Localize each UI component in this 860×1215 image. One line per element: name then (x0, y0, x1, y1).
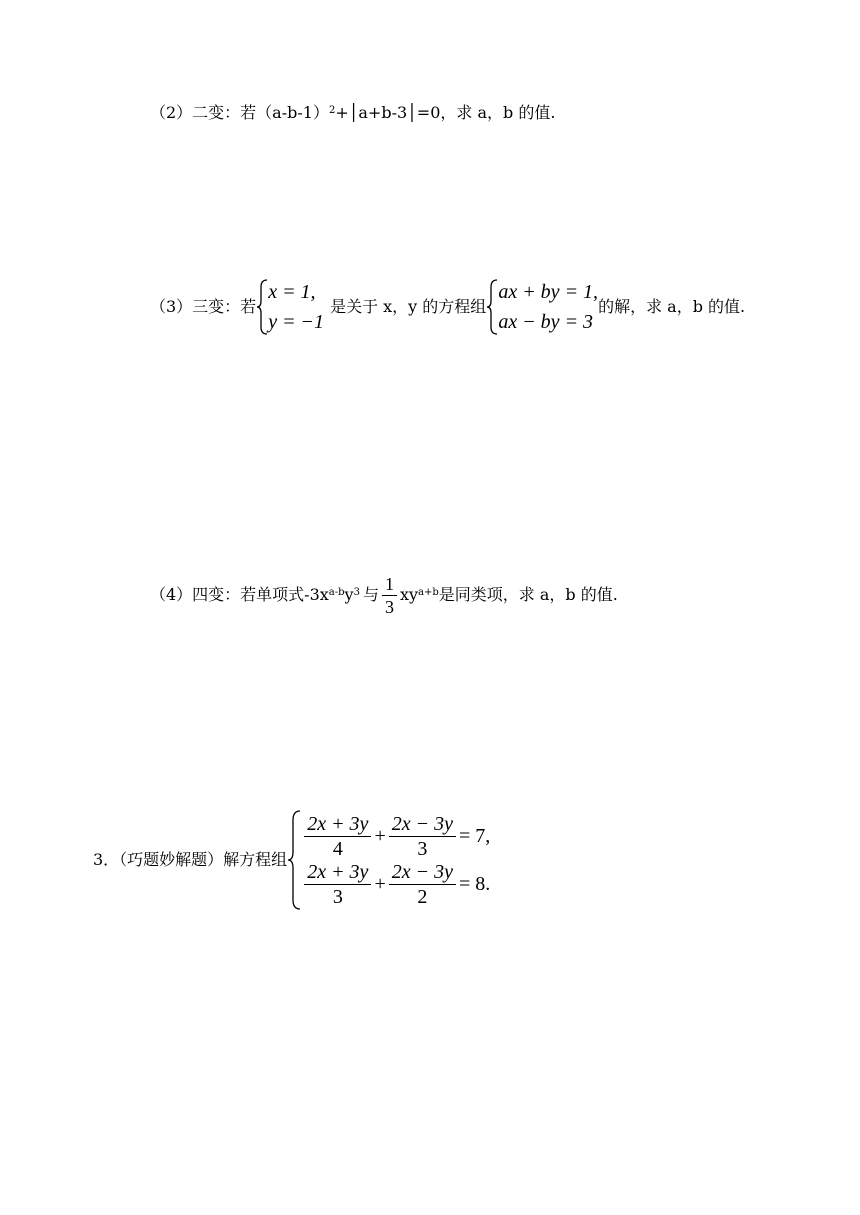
question-3 (150, 277, 745, 337)
equation-system (486, 277, 598, 337)
fraction (304, 812, 371, 861)
numerator: 2x + 3y (307, 812, 369, 835)
denominator: 3 (332, 885, 343, 908)
fraction-numerator: 1 (384, 573, 394, 594)
fraction-equation-2 (301, 860, 490, 908)
question-4-label: （4）四变：若单项式-3x (150, 585, 329, 604)
numerator: 2x − 3y (391, 860, 453, 883)
question-4-tail: 是同类项，求 a，b 的值. (438, 585, 618, 604)
right-hand-side: = 8. (458, 873, 491, 895)
plus-sign: + (374, 825, 386, 847)
question-2: （2）二变：若（a-b-1） $^2$ +│a+b-3│=0，求 a，b 的值. (150, 103, 556, 122)
question-2-label: （2）二变：若（a-b-1） (150, 103, 329, 122)
variable-xy: xy (399, 585, 419, 604)
fraction-equation-1 (301, 812, 490, 860)
problem-3 (93, 808, 490, 912)
denominator: 4 (332, 837, 343, 860)
one-third-fraction (382, 573, 397, 618)
question-3-tail: 的解，求 a，b 的值. (598, 297, 746, 316)
fraction (389, 860, 456, 909)
fraction-equation-system (287, 810, 490, 910)
denominator: 2 (417, 885, 428, 908)
denominator: 3 (417, 837, 428, 860)
equation-2: ax − by = 3 (498, 311, 594, 333)
solution-system (256, 277, 324, 337)
equation-1: ax + by = 1, (498, 281, 599, 303)
variable-y: y (344, 585, 354, 604)
fraction-denominator: 3 (384, 596, 394, 617)
question-3-middle: 是关于 x，y 的方程组 (330, 297, 487, 316)
with-text: 与 (362, 585, 379, 604)
fraction (389, 812, 456, 861)
left-brace-icon (486, 279, 498, 335)
plus-sign: + (374, 873, 386, 895)
numerator: 2x + 3y (307, 860, 369, 883)
numerator: 2x − 3y (391, 812, 453, 835)
problem-3-label: 3．（巧题妙解题）解方程组 (93, 850, 288, 869)
right-hand-side: = 7, (458, 825, 491, 847)
left-brace-icon (256, 279, 268, 335)
left-brace-icon (287, 810, 301, 910)
fraction (304, 860, 371, 909)
question-3-label: （3）三变：若 (150, 297, 257, 316)
solution-x: x = 1, (268, 281, 316, 303)
question-2-rest: +│a+b-3│=0，求 a，b 的值. (335, 103, 556, 122)
question-4: （4）四变：若单项式-3x $^{a-b}$ y $^3$ 与 $\frac{1}{3}$ xy $^{a+b}$ 是同类项，求 a，b 的值. (150, 573, 618, 617)
solution-y: y = −1 (268, 311, 325, 333)
